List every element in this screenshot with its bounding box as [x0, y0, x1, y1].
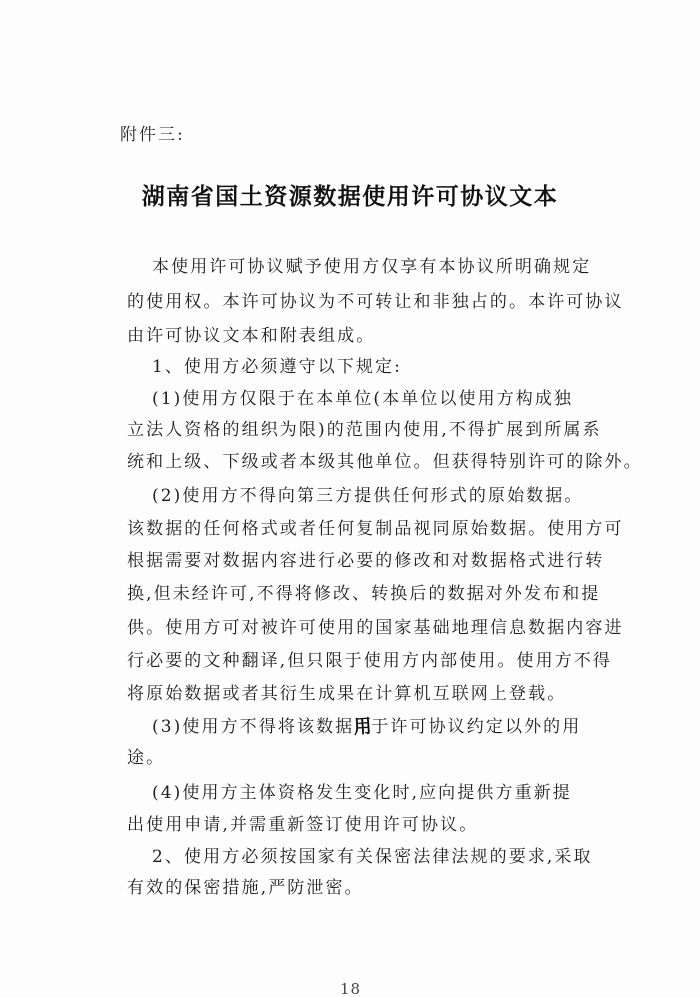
paragraph-line: 统和上级、下级或者本级其他单位。但获得特别许可的除外。	[127, 452, 643, 472]
paragraph-line: 途。	[127, 748, 166, 768]
line-segment: 于许可协议约定以外的用	[371, 717, 582, 737]
paragraph-line: 换,但未经许可,不得将修改、转换后的数据对外发布和提	[127, 584, 601, 604]
handwritten-correction: 用	[353, 715, 373, 740]
section-heading-2: 2、使用方必须按国家有关保密法律法规的要求,采取	[152, 847, 593, 867]
paragraph-line: 的使用权。本许可协议为不可转让和非独占的。本许可协议	[127, 292, 624, 312]
paragraph-line-with-correction	[152, 712, 582, 740]
attachment-label: 附件三:	[120, 125, 185, 145]
paragraph-line: 行必要的文种翻译,但只限于使用方内部使用。使用方不得	[127, 651, 613, 671]
paragraph-line: (4)使用方主体资格发生变化时,应向提供方重新提	[152, 783, 572, 803]
paragraph-line: 供。使用方可对被许可使用的国家基础地理信息数据内容进	[127, 618, 624, 638]
paragraph-line: 出使用申请,并需重新签订使用许可协议。	[127, 815, 479, 835]
paragraph-line: 由许可协议文本和附表组成。	[127, 326, 376, 346]
document-title: 湖南省国土资源数据使用许可协议文本	[141, 184, 559, 210]
paragraph-line: (2)使用方不得向第三方提供任何形式的原始数据。	[152, 486, 584, 506]
paragraph-line: 本使用许可协议赋予使用方仅享有本协议所明确规定	[152, 257, 592, 277]
line-segment: (3)使用方不得将该数据	[152, 717, 355, 737]
paragraph-line: 将原始数据或者其衍生成果在计算机互联网上登载。	[127, 684, 567, 704]
paragraph-line: 有效的保密措施,严防泄密。	[127, 878, 364, 898]
paragraph-line: 立法人资格的组织为限)的范围内使用,不得扩展到所属系	[127, 420, 602, 440]
paragraph-line: 根据需要对数据内容进行必要的修改和对数据格式进行转	[127, 551, 605, 571]
paragraph-line: 该数据的任何格式或者任何复制品视同原始数据。使用方可	[127, 519, 624, 539]
section-heading-1: 1、使用方必须遵守以下规定:	[152, 357, 402, 377]
paragraph-line: (1)使用方仅限于在本单位(本单位以使用方构成独	[152, 389, 574, 409]
page-number: 18	[340, 980, 362, 997]
